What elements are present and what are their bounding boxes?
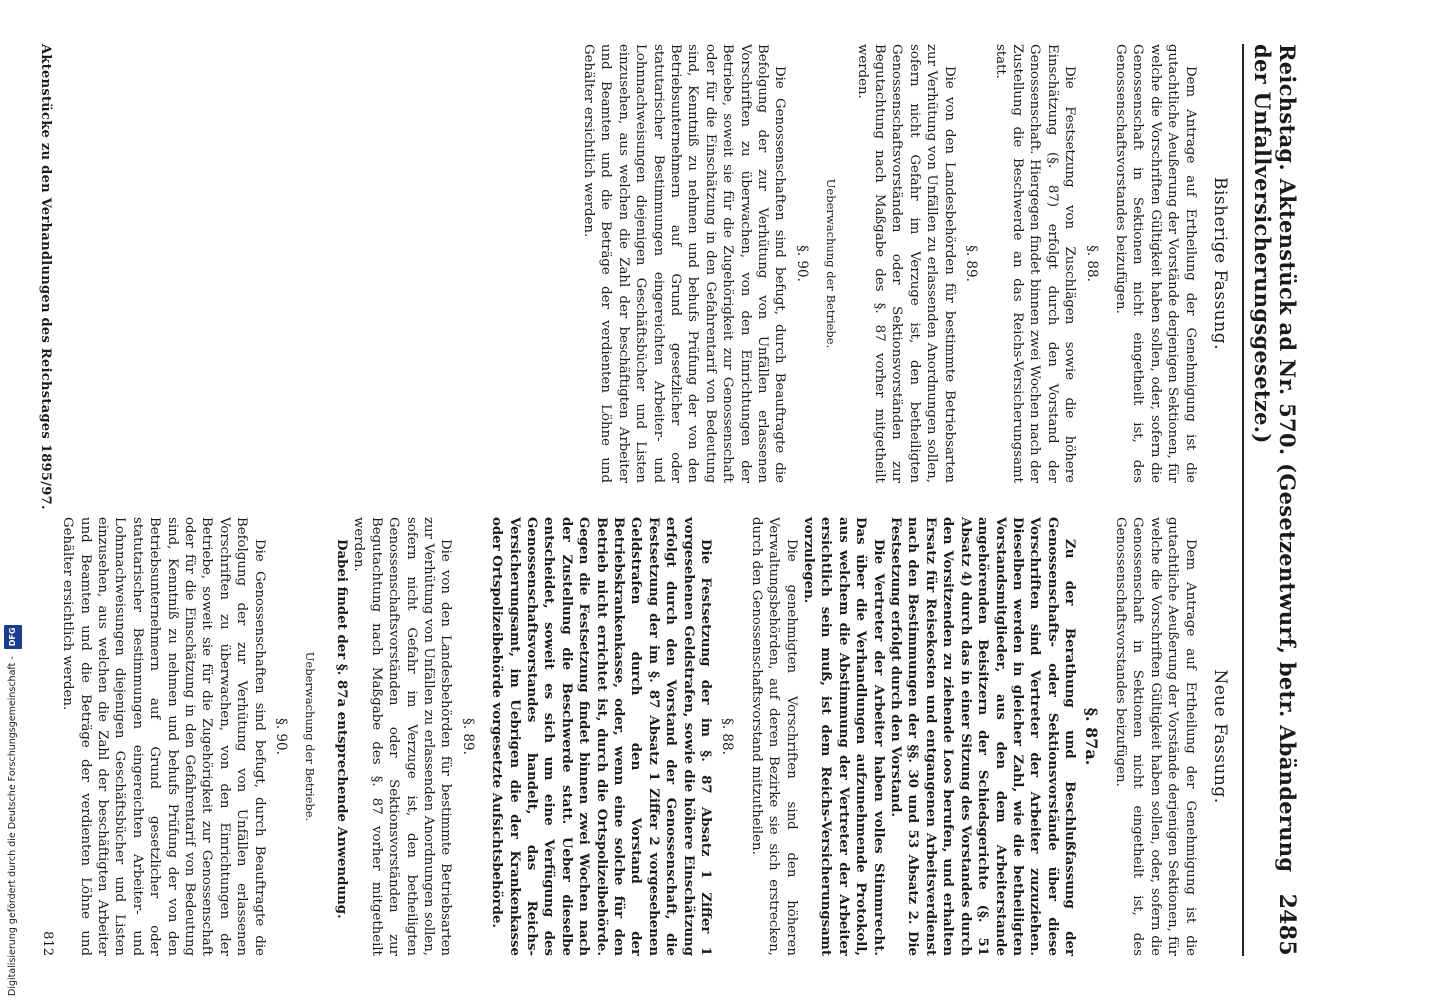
section-number: §. 89. <box>459 718 476 755</box>
section-number: §. 90. <box>793 245 810 282</box>
digitization-note <box>4 625 22 996</box>
paragraph: Die Genossenschaften sind befugt, durch Beauftragte die Befolgung der zur Verhütung von Unfällen erlassenen Vorschriften zu überwachen, von den Einrichtungen der Betriebe, soweit sie für die Zugehörigkeit zur Genossenschaft oder für die Einschätzung in den Gefahrentarif von Bedeutung sind, Kenntniß zu nehmen und behufs Prüfung der von den Betriebsunternehmern auf Grund gesetzlicher oder statutarischer Bestimmungen eingereichten Arbeiter- und Lohnnachweisungen diejenigen Geschäftsbücher und Listen einzusehen, aus welchen die Zahl der beschäftigten Arbeiter und Beamten und die Beträge der verdienten Löhne und Gehälter ersichtlich werden. <box>581 44 788 483</box>
paragraph: Dem Antrage auf Ertheilung der Genehmigung ist die gutachtliche Aeußerung der Vorstände derjenigen Sektionen, für welche die Vorschriften Gültigkeit haben sollen, oder, sofern die Genossenschaft in Sektionen nicht eingetheilt ist, des Genossenschaftsvorstandes beizufügen. <box>1112 517 1198 956</box>
page-number: 2485 <box>1274 893 1300 956</box>
footer-page-number: 812 <box>39 931 55 956</box>
page-header <box>1242 44 1300 956</box>
section-number: §. 87a. <box>1081 707 1101 766</box>
column-previous-version <box>59 44 1232 483</box>
paragraph: Dem Antrage auf Ertheilung der Genehmigung ist die gutachtliche Aeußerung der Vorstände derjenigen Sektionen, für welche die Vorschriften Gültigkeit haben sollen, oder, sofern die Genossenschaft in Sektionen nicht eingetheilt ist, des Genossenschaftsvorstandes beizufügen. <box>1112 44 1198 483</box>
paragraph: Dabei findet der §. 87a entsprechende Anwendung. <box>333 539 349 919</box>
paragraph: Die von den Landesbehörden für bestimmte Betriebsarten zur Verhütung von Unfällen zu erlassenden Anordnungen sollen, sofern nicht Gefahr im Verzuge ist, den betheiligten Genossenschaftsvorständen oder Sektionsvorständen zur Begutachtung nach Maßgabe des §. 87 vorher mitgetheilt werden. <box>351 517 454 956</box>
page-title: Reichstag. Aktenstück ad Nr. 570. (Gesetzentwurf, betr. Abänderung der Unfallversicherungsgesetze.) <box>1250 44 1300 873</box>
section-number: §. 88. <box>719 718 736 755</box>
paragraph: Zu der Berathung und Beschlußfassung der Genossenschafts- oder Sektionsvorstände über diese Vorschriften sind Vertreter der Arbeiter zuzuziehen. Dieselben werden in gleicher Zahl, wie die betheiligten Vorstandsmitglieder, aus den dem Arbeiterstande angehörenden Beisitzern der Schiedsgerichte (§. 51 Absatz 4) durch das in einer Sitzung des Vorstandes durch den Vorsitzenden zu ziehende Loos berufen, und erhalten Ersatz für Reisekosten und entgangenen Arbeitsverdienst nach den Bestimmungen der §§. 30 und 53 Absatz 2. Die Festsetzung erfolgt durch den Vorstand. <box>888 517 1078 956</box>
subheading: Ueberwachung der Betriebe. <box>824 178 839 349</box>
paragraph: Die Genossenschaften sind befugt, durch Beauftragte die Befolgung der zur Verhütung von Unfällen erlassenen Vorschriften zu überwachen, von den Einrichtungen der Betriebe, soweit sie für die Zugehörigkeit zur Genossenschaft oder für die Einschätzung in den Gefahrentarif von Bedeutung sind, Kenntniß zu nehmen und behufs Prüfung der von den Betriebsunternehmern auf Grund gesetzlicher oder statutarischer Bestimmungen eingereichten Arbeiter- und Lohnnachweisungen diejenigen Geschäftsbücher und Listen einzusehen, aus welchen die Zahl der beschäftigten Arbeiter und Beamten und die Beträge der verdienten Löhne und Gehälter ersichtlich werden. <box>60 517 267 956</box>
paragraph: Die Festsetzung von Zuschlägen sowie die höhere Einschätzung (§. 87) erfolgt durch den Vorstand der Genossenschaft. Hiergegen findet binnen zwei Wochen nach der Zustellung die Beschwerde an das Reichs-Versicherungsamt statt. <box>992 44 1078 483</box>
paragraph: Die Festsetzung der im §. 87 Absatz 1 Ziffer 1 vorgesehenen Geldstrafen, sowie die höhere Einschätzung erfolgt durch den Vorstand der Genossenschaft, die Festsetzung der im §. 87 Absatz 1 Ziffer 2 vorgesehenen Geldstrafen durch den Vorstand der Betriebskrankenkasse, oder, wenn eine solche für den Betrieb nicht errichtet ist, durch die Ortspolizeibehörde. Gegen die Festsetzung findet binnen zwei Wochen nach der Zustellung die Beschwerde statt. Ueber dieselbe entscheidet, soweit es sich um eine Verfügung des Genossenschaftsvorstandes handelt, das Reichs-Versicherungsamt, im Uebrigen die der Krankenkasse oder Ortspolizeibehörde vorgesetzte Aufsichtsbehörde. <box>489 517 714 956</box>
paragraph: Die Vertreter der Arbeiter haben volles Stimmrecht. Das über die Verhandlungen aufzunehmende Protokoll, aus welchem die Abstimmung der Vertreter der Arbeiter ersichtlich sein muß, ist dem Reichs-Versicherungsamt vorzulegen. <box>801 517 886 956</box>
paragraph: Die genehmigten Vorschriften sind den höheren Verwaltungsbehörden, auf deren Bezirke sie sich erstrecken, durch den Genossenschaftsvorstand mitzutheilen. <box>748 517 799 956</box>
section-number: §. 90. <box>273 718 290 755</box>
subheading: Ueberwachung der Betriebe. <box>303 651 318 822</box>
digitization-text: Digitalisierung gefördert durch die Deutsche Forschungsgemeinschaft - <box>7 656 18 996</box>
dfg-logo: DFG <box>4 625 22 650</box>
two-column-body <box>59 44 1232 956</box>
paragraph: Die von den Landesbehörden für bestimmte Betriebsarten zur Verhütung von Unfällen zu erlassenden Anordnungen sollen, sofern nicht Gefahr im Verzuge ist, den betheiligten Genossenschaftsvorständen oder Sektionsvorständen zur Begutachtung nach Maßgabe des §. 87 vorher mitgetheilt werden. <box>854 44 957 483</box>
section-number: §. 88. <box>1083 245 1100 282</box>
column-new-version <box>59 517 1232 956</box>
column-heading: Bisherige Fassung. <box>1210 177 1230 350</box>
section-number: §. 89. <box>963 245 980 282</box>
column-heading: Neue Fassung. <box>1210 669 1230 804</box>
page-footer: Aktenstücke zu den Verhandlungen des Reichstages 1895/97. <box>37 44 53 510</box>
